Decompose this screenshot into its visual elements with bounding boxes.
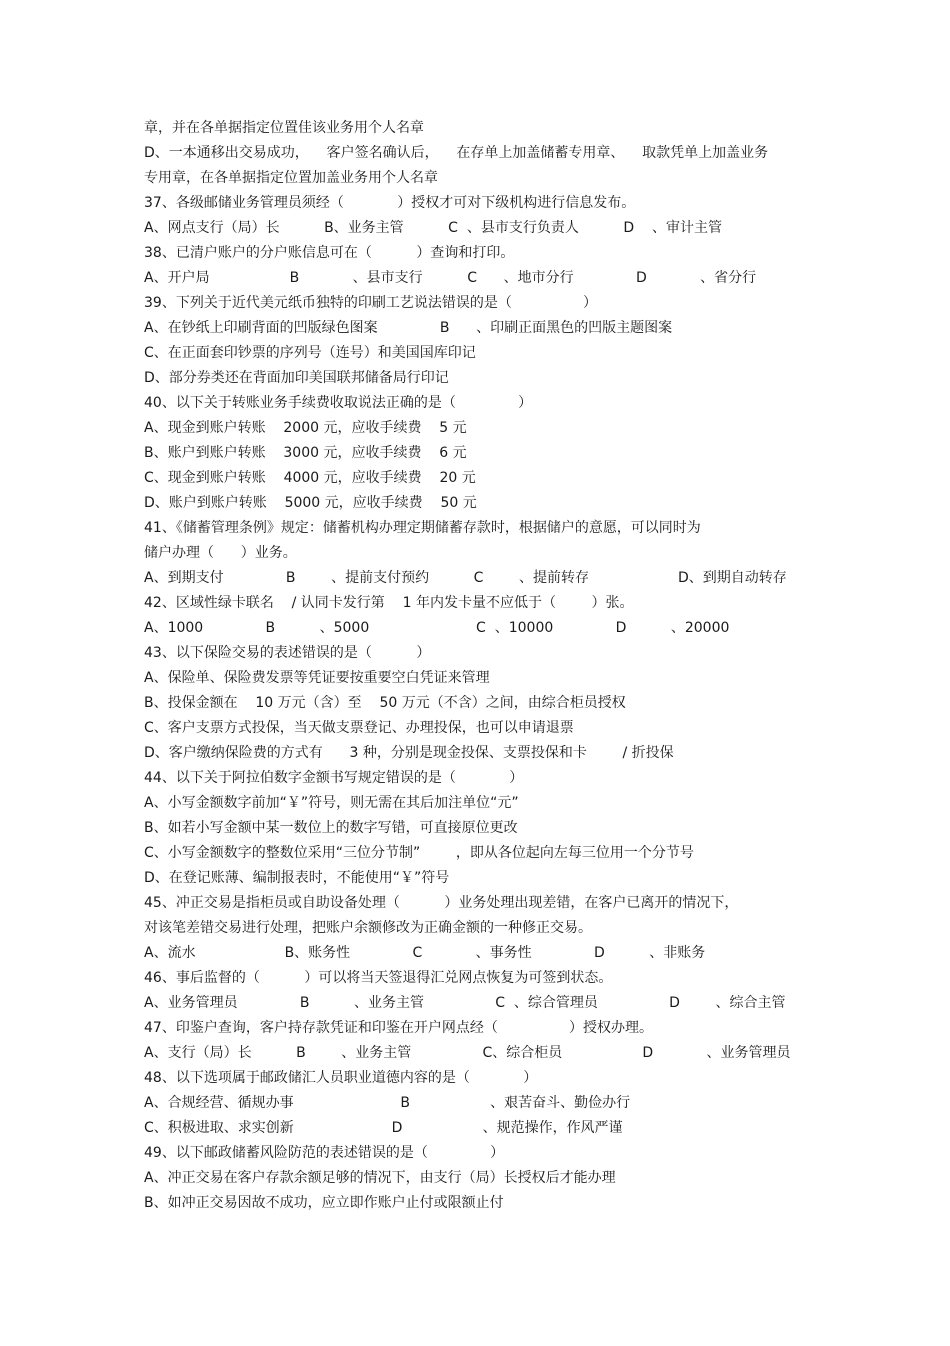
option-39-d: D、部分券类还在背面加印美国联邦储备局行印记 [144, 370, 449, 386]
options-42: A、1000 B 、5000 C 、10000 D 、20000 [144, 620, 730, 636]
question-45: 45、冲正交易是指柜员或自助设备处理（ ）业务处理出现差错，在客户已离开的情况下， [144, 895, 739, 911]
option-39-c: C、在正面套印钞票的序列号（连号）和美国国库印记 [144, 345, 476, 361]
question-42: 42、区域性绿卡联名 / 认同卡发行第 1 年内发卡量不应低于（ ）张。 [144, 595, 634, 611]
question-44: 44、以下关于阿拉伯数字金额书写规定错误的是（ ） [144, 770, 524, 786]
option-49-a: A、冲正交易在客户存款余额足够的情况下，由支行（局）长授权后才能办理 [144, 1170, 616, 1186]
text-line: D、一本通移出交易成功， 客户签名确认后， 在存单上加盖储蓄专用章、 取款凭单上加盖业务 [144, 145, 769, 161]
options-45: A、流水 B、账务性 C 、事务性 D 、非账务 [144, 945, 706, 961]
text-line: 专用章，在各单据指定位置加盖业务用个人名章 [144, 170, 438, 186]
option-44-a: A、小写金额数字前加“￥”符号，则无需在其后加注单位“元” [144, 795, 519, 811]
options-41: A、到期支付 B 、提前支付预约 C 、提前转存 D、到期自动转存 [144, 570, 787, 586]
option-40-b: B、账户到账户转账 3000 元，应收手续费 6 元 [144, 445, 467, 461]
option-44-b: B、如若小写金额中某一数位上的数字写错，可直接原位更改 [144, 820, 518, 836]
question-45-cont: 对该笔差错交易进行处理，把账户余额修改为正确金额的一种修正交易。 [144, 920, 592, 936]
options-48-cd: C、积极进取、求实创新 D 、规范操作，作风严谨 [144, 1120, 623, 1136]
question-47: 47、印鉴户查询，客户持存款凭证和印鉴在开户网点经（ ）授权办理。 [144, 1020, 654, 1036]
options-39-ab: A、在钞纸上印刷背面的凹版绿色图案 B 、印刷正面黑色的凹版主题图案 [144, 320, 673, 336]
question-41-cont: 储户办理（ ）业务。 [144, 545, 297, 561]
options-37: A、网点支行（局）长 B、业务主管 C 、县市支行负责人 D 、审计主管 [144, 220, 722, 236]
option-43-a: A、保险单、保险费发票等凭证要按重要空白凭证来管理 [144, 670, 490, 686]
option-44-c: C、小写金额数字的整数位采用“三位分节制” ，即从各位起向左每三位用一个分节号 [144, 845, 694, 861]
option-44-d: D、在登记账薄、编制报表时，不能使用“￥”符号 [144, 870, 450, 886]
option-43-c: C、客户支票方式投保，当天做支票登记、办理投保，也可以申请退票 [144, 720, 574, 736]
question-40: 40、以下关于转账业务手续费收取说法正确的是（ ） [144, 395, 533, 411]
question-41: 41、《储蓄管理条例》规定：储蓄机构办理定期储蓄存款时，根据储户的意愿，可以同时为 [144, 520, 701, 536]
question-46: 46、事后监督的（ ）可以将当天签退得汇兑网点恢复为可签到状态。 [144, 970, 613, 986]
options-47: A、支行（局）长 B 、业务主管 C、综合柜员 D 、业务管理员 [144, 1045, 791, 1061]
option-43-d: D、客户缴纳保险费的方式有 3 种，分别是现金投保、支票投保和卡 / 折投保 [144, 745, 674, 761]
option-40-c: C、现金到账户转账 4000 元，应收手续费 20 元 [144, 470, 476, 486]
option-40-d: D、账户到账户转账 5000 元，应收手续费 50 元 [144, 495, 477, 511]
question-43: 43、以下保险交易的表述错误的是（ ） [144, 645, 431, 661]
question-49: 49、以下邮政储蓄风险防范的表述错误的是（ ） [144, 1145, 505, 1161]
options-46: A、业务管理员 B 、业务主管 C 、综合管理员 D 、综合主管 [144, 995, 786, 1011]
options-38: A、开户局 B 、县市支行 C 、地市分行 D 、省分行 [144, 270, 757, 286]
option-49-b: B、如冲正交易因故不成功，应立即作账户止付或限额止付 [144, 1195, 504, 1211]
option-40-a: A、现金到账户转账 2000 元，应收手续费 5 元 [144, 420, 467, 436]
question-38: 38、已清户账户的分户账信息可在（ ）查询和打印。 [144, 245, 515, 261]
text-line: 章，并在各单据指定位置佳该业务用个人名章 [144, 120, 424, 136]
option-43-b: B、投保金额在 10 万元（含）至 50 万元（不含）之间，由综合柜员授权 [144, 695, 626, 711]
question-39: 39、下列关于近代美元纸币独特的印刷工艺说法错误的是（ ） [144, 295, 598, 311]
question-37: 37、各级邮储业务管理员须经（ ）授权才可对下级机构进行信息发布。 [144, 195, 636, 211]
question-48: 48、以下选项属于邮政储汇人员职业道德内容的是（ ） [144, 1070, 538, 1086]
options-48-ab: A、合规经营、循规办事 B 、艰苦奋斗、勤俭办行 [144, 1095, 631, 1111]
